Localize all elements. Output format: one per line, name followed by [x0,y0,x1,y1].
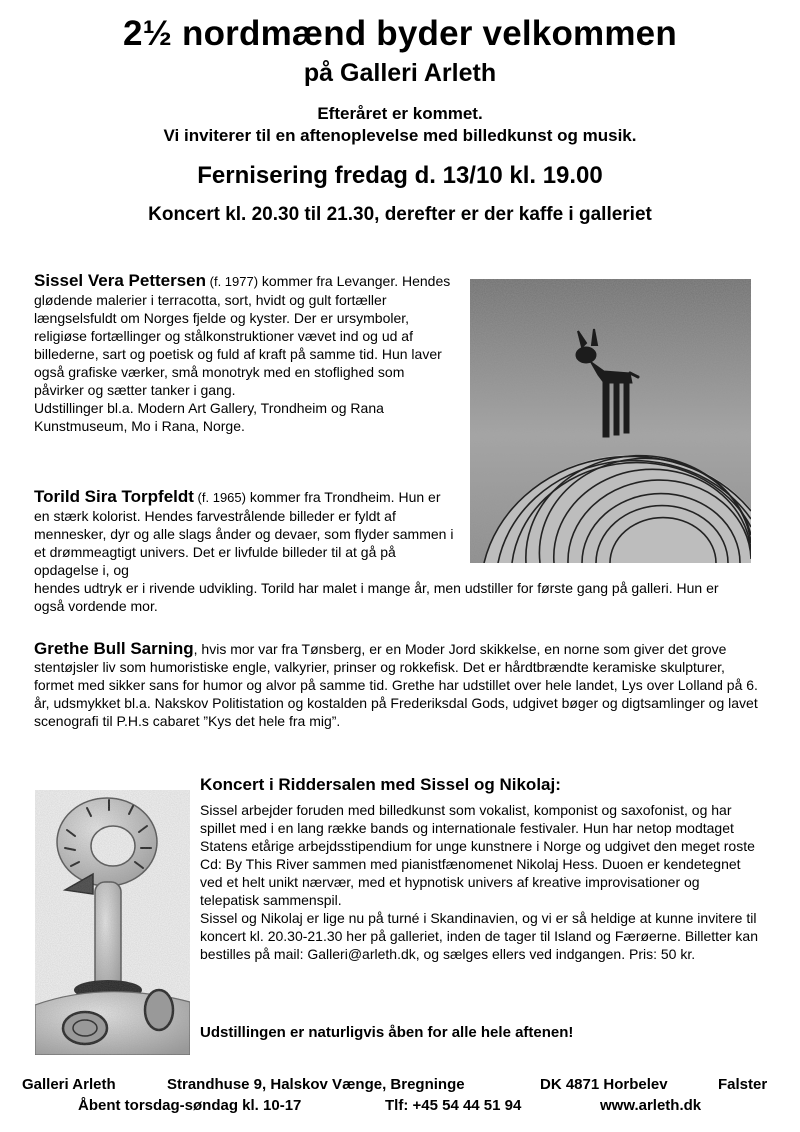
footer-gallery-name: Galleri Arleth [22,1076,116,1093]
artist-text-block [34,488,456,579]
artist-sissel [34,272,454,435]
concert-text [200,801,760,963]
artist-description: , hvis mor var fra Tønsberg, er en Moder Jord skikkelse, en norne som giver det grove stentøjsler liv som humoristiske engle, valkyrier, prinser og rokkefisk. Det er hårdtbrændte keramiske skulpturer, formet med sikker sans for humor og alvor på samme tid. Grethe har udstillet over hele landet, Lys over Lolland på 6. år, udsmykket bl.a. Nakskov Politistation og kostalden på Frederiksdal Gods, udgivet bøger og digtsamlinger og lavet scenografi til P.H.s cabaret ”Kys det hele fra mig”. [34,641,758,729]
artist-exhibitions: Udstillinger bl.a. Modern Art Gallery, Trondheim og Rana Kunstmuseum, Mo i Rana, Norge. [34,400,384,434]
koncert-heading: Koncert kl. 20.30 til 21.30, derefter er der kaffe i galleriet [148,204,652,225]
artist-year: (f. 1965) [193,490,246,505]
artist-description-continued: hendes udtryk er i rivende udvikling. Torild har malet i mange år, men udstiller for første gang på galleri. Hun er også vordende mor. [34,580,719,614]
sculpture-illustration [35,790,190,1055]
concert-paragraph-1: Sissel arbejder foruden med billedkunst som vokalist, komponist og saxofonist, og har spillet med i en lang række bands og internationale festivaler. Hun har netop modtaget Statens etårige arbejdsstipendium for unge kunstnere i Norge og udgivet den meget roste Cd: By This River sammen med pianistfænomenet Nikolaj Hess. Duoen er kendetegnet ved et helt unikt nærvær, med et hypnotisk univers af kreative improvisationer og telepatisk sammenspil. [200,802,755,908]
footer-opening-hours: Åbent torsdag-søndag kl. 10-17 [78,1097,302,1114]
artist-name: Torild Sira Torpfeldt [34,487,194,506]
artist-description: kommer fra Levanger. Hendes glødende malerier i terracotta, sort, hvidt og gult fortæller længselsfuldt om Norges fjelde og kyster. Der er ursymboler, religiøse fortællinger og stålkonstruktioner vævet ind og ud af billederne, sart og poetisk og fuld af kraft på samme tid. Hun laver også grafiske værker, små monotryk med en stoflighed som påvirker og sætter tanker i gang. [34,273,451,398]
artist-year: (f. 1977) [206,274,259,289]
open-note: Udstillingen er naturligvis åben for alle hele aftenen! [200,1024,574,1041]
footer-region: Falster [718,1076,768,1093]
intro-text [0,103,800,147]
footer-postal: DK 4871 Horbelev [540,1076,668,1093]
artist-description: kommer fra Trondheim. Hun er en stærk kolorist. Hendes farvestrålende billeder er fyldt af mennesker, dyr og alle slags ånder og devaer, som flyder sammen i et drømmeagtigt univers. Det er livfulde billeder til at gå på opdagelse i, og [34,489,454,578]
ceramic-sculpture-image [35,790,190,1055]
footer-address: Strandhuse 9, Halskov Vænge, Bregninge [167,1076,465,1093]
intro-line-1: Efteråret er kommet. [317,104,483,123]
artist-grethe [34,640,758,730]
artist-name: Sissel Vera Pettersen [34,271,207,290]
footer-website: www.arleth.dk [600,1097,702,1114]
fernisering-heading: Fernisering fredag d. 13/10 kl. 19.00 [197,162,603,189]
intro-line-2: Vi inviterer til en aftenoplevelse med billedkunst og musik. [163,126,637,145]
artist-name: Grethe Bull Sarning [34,639,194,658]
artist-torild [34,488,746,615]
page-subtitle: på Galleri Arleth [303,59,497,87]
concert-heading: Koncert i Riddersalen med Sissel og Nikolaj: [200,775,561,794]
footer-phone: Tlf: +45 54 44 51 94 [385,1097,522,1114]
page-title: 2½ nordmænd byder velkommen [123,14,677,53]
concert-paragraph-2: Sissel og Nikolaj er lige nu på turné i Skandinavien, og vi er så heldige at kunne invitere til koncert kl. 20.30-21.30 her på galleriet, inden de tager til Island og Færøerne. Billetter kan bestilles på mail: Galleri@arleth.dk, og sælges ellers ved indgangen. Pris: 50 kr. [200,910,758,962]
